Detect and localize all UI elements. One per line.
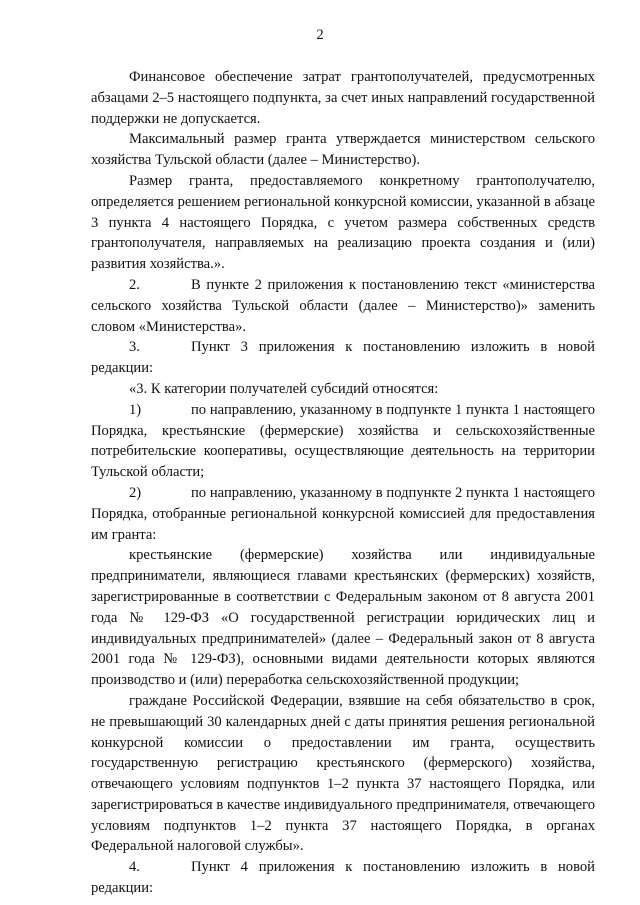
numbered-paragraph bbox=[91, 275, 595, 337]
item-text: В пункте 2 приложения к постановлению текст «министерства сельского хозяйства Тульской области (далее – Министерство)» заменить словом «Министерства». bbox=[91, 276, 595, 335]
paragraph: крестьянские (фермерские) хозяйства или индивидуальные предприниматели, являющиеся главами крестьянских (фермерских) хозяйств, зарегистрированные в соответствии с Федеральным законом от 8 августа 2001 года № 129-ФЗ «О государственной регистрации юридических лиц и индивидуальных предпринимателей» (далее – Федеральный закон от 8 августа 2001 года № 129-ФЗ), основными видами деятельности которых являются производство и (или) переработка сельскохозяйственной продукции; bbox=[91, 547, 595, 689]
item-text: Пункт 4 приложения к постановлению изложить в новой редакции: bbox=[91, 859, 595, 897]
numbered-paragraph bbox=[91, 400, 595, 483]
paragraph: граждане Российской Федерации, взявшие на себя обязательство в срок, не превышающий 30 календарных дней с даты принятия решения региональной конкурсной комиссии о предоставлении им гранта, осуществить государственную регистрацию крестьянского (фермерского) хозяйства, отвечающего условиям подпунктов 1–2 пункта 37 настоящего Порядка, или зарегистрироваться в качестве индивидуального предпринимателя, отвечающего условиям подпунктов 1–2 пункта 37 настоящего Порядка, в органах Федеральной налоговой службы». bbox=[91, 692, 595, 855]
item-number: 4. bbox=[129, 859, 140, 876]
paragraph: «3. К категории получателей субсидий относятся: bbox=[129, 380, 439, 397]
item-number: 2. bbox=[129, 276, 140, 293]
numbered-paragraph bbox=[91, 337, 595, 379]
item-text: Пункт 3 приложения к постановлению изложить в новой редакции: bbox=[91, 339, 595, 377]
paragraph: Максимальный размер гранта утверждается министерством сельского хозяйства Тульской области (далее – Министерство). bbox=[91, 131, 595, 169]
numbered-paragraph bbox=[91, 483, 595, 545]
item-number: 2) bbox=[129, 484, 142, 501]
item-number: 1) bbox=[129, 401, 142, 418]
item-text: по направлению, указанному в подпункте 1 пункта 1 настоящего Порядка, крестьянские (фермерские) хозяйства и сельскохозяйственные потребительские кооперативы, осуществляющие деятельность на территории Тульской области; bbox=[91, 401, 595, 481]
document-body bbox=[91, 67, 595, 899]
numbered-paragraph bbox=[91, 857, 595, 899]
paragraph: Финансовое обеспечение затрат грантополучателей, предусмотренных абзацами 2–5 настоящего подпункта, за счет иных направлений государственной поддержки не допускается. bbox=[91, 69, 595, 127]
item-number: 3. bbox=[129, 339, 140, 356]
page-number: 2 bbox=[316, 27, 324, 43]
paragraph: Размер гранта, предоставляемого конкретному грантополучателю, определяется решением региональной конкурсной комиссии, указанной в абзаце 3 пункта 4 настоящего Порядка, с учетом размера собственных средств грантополучателя, направляемых на реализацию проекта создания и (или) развития хозяйства.». bbox=[91, 172, 595, 273]
item-text: по направлению, указанному в подпункте 2 пункта 1 настоящего Порядка, отобранные региональной конкурсной комиссией для предоставления им гранта: bbox=[91, 484, 595, 543]
